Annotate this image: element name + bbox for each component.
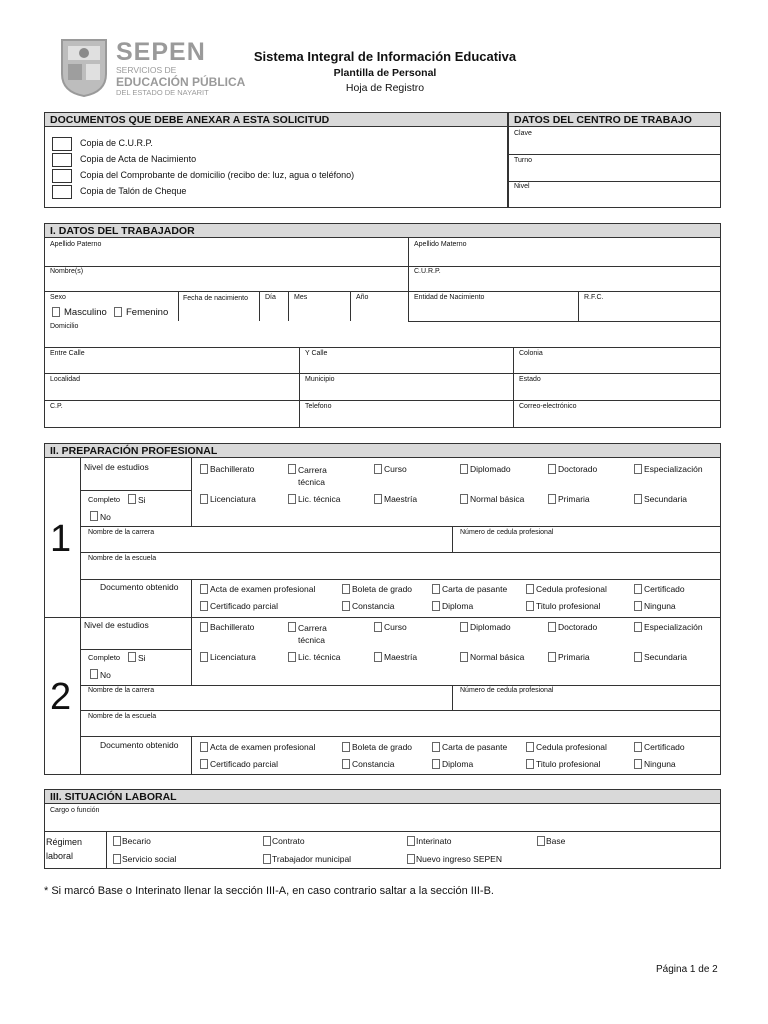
interinato-label: Interinato [416, 836, 452, 846]
documento-checkbox-1[interactable] [200, 601, 208, 611]
nivel-checkbox-1[interactable] [288, 464, 296, 474]
documentos-title: DOCUMENTOS QUE DEBE ANEXAR A ESTA SOLICITUD [50, 114, 330, 126]
nivel-checkbox-2[interactable] [634, 652, 642, 662]
nivel-checkbox-2[interactable] [288, 622, 296, 632]
completo-si-label: Si [138, 653, 146, 663]
nivel-checkbox-2[interactable] [460, 652, 468, 662]
brand-line2: EDUCACIÓN PÚBLICA [116, 74, 246, 89]
centro-title: DATOS DEL CENTRO DE TRABAJO [514, 114, 692, 126]
documento-checkbox-2[interactable] [200, 759, 208, 769]
documento-checkbox-2[interactable] [200, 742, 208, 752]
documento-option-1: Certificado [644, 584, 685, 594]
completo-label: Completo [88, 495, 121, 504]
nivel-checkbox-1[interactable] [200, 464, 208, 474]
localidad-label: Localidad [50, 376, 80, 383]
documento-checkbox-1[interactable] [342, 584, 350, 594]
cp-label: C.P. [50, 403, 63, 410]
nombre-escuela-label: Nombre de la escuela [88, 555, 157, 562]
brand-name: SEPEN [116, 38, 206, 66]
block-2-number: 2 [50, 676, 72, 718]
completo-no-checkbox[interactable] [90, 669, 98, 679]
documento-obtenido-label: Documento obtenido [100, 740, 179, 750]
nivel-option-2: Maestría [384, 652, 418, 662]
nivel-option-2: Normal básica [470, 652, 525, 662]
nivel-option-1: Primaria [558, 494, 590, 504]
anio-label: Año [356, 294, 369, 301]
nivel-checkbox-2[interactable] [288, 652, 296, 662]
nivel-option-2: Doctorado [558, 622, 598, 632]
nivel-option-1: Normal básica [470, 494, 525, 504]
femenino-checkbox[interactable] [114, 307, 122, 317]
completo-si-checkbox[interactable] [128, 652, 136, 662]
documento-option-2: Titulo profesional [536, 759, 601, 769]
documento-checkbox-1[interactable] [432, 601, 440, 611]
nivel-option-2: Secundaria [644, 652, 688, 662]
becario-label: Becario [122, 836, 151, 846]
nivel-option-1: Maestría [384, 494, 418, 504]
form-name: Hoja de Registro [345, 82, 425, 94]
nombre-carrera-label: Nombre de la carrera [88, 529, 155, 536]
laboral-title: III. SITUACIÓN LABORAL [50, 791, 177, 803]
completo-no-checkbox[interactable] [90, 511, 98, 521]
nivel-checkbox-2[interactable] [374, 622, 382, 632]
documento-checkbox-2[interactable] [432, 759, 440, 769]
nivel-checkbox-1[interactable] [374, 494, 382, 504]
masculino-checkbox[interactable] [52, 307, 60, 317]
documento-checkbox-2[interactable] [634, 759, 642, 769]
interinato-checkbox[interactable] [407, 836, 415, 846]
nombres-label: Nombre(s) [50, 268, 84, 275]
nivel-option-2: Curso [384, 622, 407, 632]
documento-option-1: Diploma [442, 601, 474, 611]
completo-si-checkbox[interactable] [128, 494, 136, 504]
doc-item: Copia de Acta de Nacimiento [80, 154, 197, 164]
domicilio-label: Domicilio [50, 323, 79, 330]
documento-option-1: Certificado parcial [210, 601, 279, 611]
documento-obtenido-label: Documento obtenido [100, 582, 179, 592]
documento-checkbox-2[interactable] [342, 742, 350, 752]
nivel-checkbox-2[interactable] [548, 622, 556, 632]
dia-label: Día [265, 294, 276, 301]
nivel-option-1: Curso [384, 464, 407, 474]
clave-label: Clave [514, 130, 532, 137]
contrato-checkbox[interactable] [263, 836, 271, 846]
documento-checkbox-1[interactable] [634, 601, 642, 611]
documento-option-1: Cedula profesional [536, 584, 607, 594]
regimen-label: Régimen laboral [46, 837, 83, 861]
correo-label: Correo-electrónico [519, 403, 577, 410]
nivel-option-2: Diplomado [470, 622, 511, 632]
doc-talon-checkbox[interactable] [52, 185, 72, 199]
documento-checkbox-1[interactable] [526, 601, 534, 611]
nivel-checkbox-1[interactable] [548, 494, 556, 504]
completo-label: Completo [88, 653, 121, 662]
documento-option-1: Boleta de grado [352, 584, 413, 594]
brand-line3: DEL ESTADO DE NAYARIT [116, 87, 209, 97]
documento-checkbox-2[interactable] [432, 742, 440, 752]
nombre-carrera-label: Nombre de la carrera [88, 687, 155, 694]
nivel-checkbox-1[interactable] [460, 464, 468, 474]
nuevo-ingreso-label: Nuevo ingreso SEPEN [416, 854, 502, 864]
nivel-option-1: Licenciatura [210, 494, 256, 504]
nivel-option-1: Diplomado [470, 464, 511, 474]
nivel-option-2: Bachillerato [210, 622, 255, 632]
doc-curp-checkbox[interactable] [52, 137, 72, 151]
nivel-option-2: Licenciatura [210, 652, 256, 662]
nivel-checkbox-1[interactable] [460, 494, 468, 504]
nivel-checkbox-1[interactable] [374, 464, 382, 474]
femenino-label: Femenino [126, 307, 169, 318]
completo-no-label: No [100, 512, 111, 522]
documento-option-1: Acta de examen profesional [210, 584, 316, 594]
base-checkbox[interactable] [537, 836, 545, 846]
nivel-checkbox-1[interactable] [634, 494, 642, 504]
nivel-checkbox-2[interactable] [460, 622, 468, 632]
nivel-checkbox-1[interactable] [634, 464, 642, 474]
documento-checkbox-1[interactable] [342, 601, 350, 611]
documento-option-2: Constancia [352, 759, 395, 769]
nivel-checkbox-2[interactable] [548, 652, 556, 662]
nivel-checkbox-1[interactable] [288, 494, 296, 504]
numero-cedula-label: Número de cedula profesional [460, 529, 554, 536]
becario-checkbox[interactable] [113, 836, 121, 846]
documento-option-1: Ninguna [644, 601, 676, 611]
page-number: Página 1 de 2 [656, 964, 718, 975]
colonia-label: Colonia [519, 350, 543, 357]
completo-si-label: Si [138, 495, 146, 505]
preparacion-title: II. PREPARACIÓN PROFESIONAL [50, 445, 218, 457]
doc-item: Copia de C.U.R.P. [80, 138, 153, 148]
nivel-option-2: Lic. técnica [298, 652, 341, 662]
rfc-label: R.F.C. [584, 294, 604, 301]
estado-label: Estado [519, 376, 541, 383]
nivel-option-2: Especialización [644, 622, 703, 632]
documento-option-2: Boleta de grado [352, 742, 413, 752]
doc-domicilio-checkbox[interactable] [52, 169, 72, 183]
documento-option-2: Certificado parcial [210, 759, 279, 769]
base-label: Base [546, 836, 566, 846]
trabajador-municipal-label: Trabajador municipal [272, 854, 352, 864]
nivel-estudios-label: Nivel de estudios [84, 462, 149, 472]
apellido-paterno-label: Apellido Paterno [50, 241, 102, 248]
servicio-social-label: Servicio social [122, 854, 177, 864]
doc-acta-checkbox[interactable] [52, 153, 72, 167]
doc-item: Copia del Comprobante de domicilio (recibo de: luz, agua o teléfono) [80, 170, 355, 180]
nivel-option-2: Carrera técnica [298, 623, 327, 645]
curp-label: C.U.R.P. [414, 268, 441, 275]
documento-option-2: Carta de pasante [442, 742, 508, 752]
y-calle-label: Y Calle [305, 350, 328, 357]
trabajador-title: I. DATOS DEL TRABAJADOR [50, 225, 195, 237]
trabajador-municipal-checkbox[interactable] [263, 854, 271, 864]
nivel-option-2: Primaria [558, 652, 590, 662]
form-subtitle: Plantilla de Personal [333, 67, 437, 79]
nivel-checkbox-1[interactable] [200, 494, 208, 504]
documento-checkbox-1[interactable] [200, 584, 208, 594]
masculino-label: Masculino [64, 307, 107, 318]
header [200, 49, 570, 94]
nuevo-ingreso-checkbox[interactable] [407, 854, 415, 864]
documento-checkbox-2[interactable] [342, 759, 350, 769]
documento-checkbox-1[interactable] [634, 584, 642, 594]
entidad-label: Entidad de Nacimiento [414, 294, 485, 301]
form-title: Sistema Integral de Información Educativa [253, 49, 517, 64]
documento-option-2: Certificado [644, 742, 685, 752]
nivel-checkbox-2[interactable] [200, 622, 208, 632]
municipio-label: Municipio [305, 376, 335, 383]
trabajador-section [44, 223, 721, 428]
nivel-option-1: Carrera técnica [298, 465, 327, 487]
instruction-note: * Si marcó Base o Interinato llenar la sección III-A, en caso contrario saltar a la sección III-B. [44, 885, 494, 897]
telefono-label: Telefono [305, 403, 332, 410]
nivel-estudios-label: Nivel de estudios [84, 620, 149, 630]
documento-option-1: Constancia [352, 601, 395, 611]
contrato-label: Contrato [272, 836, 305, 846]
doc-item: Copia de Talón de Cheque [80, 186, 187, 196]
turno-label: Turno [514, 157, 533, 164]
nayarit-seal-icon [58, 36, 110, 98]
nivel-checkbox-2[interactable] [200, 652, 208, 662]
documento-checkbox-2[interactable] [526, 759, 534, 769]
documento-checkbox-2[interactable] [526, 742, 534, 752]
documento-checkbox-2[interactable] [634, 742, 642, 752]
nivel-option-1: Lic. técnica [298, 494, 341, 504]
completo-no-label: No [100, 670, 111, 680]
brand-line1: SERVICIOS DE [116, 65, 177, 75]
entre-calle-label: Entre Calle [50, 350, 85, 357]
nivel-option-1: Doctorado [558, 464, 598, 474]
nivel-option-1: Bachillerato [210, 464, 255, 474]
numero-cedula-label: Número de cedula profesional [460, 687, 554, 694]
apellido-materno-label: Apellido Materno [414, 241, 467, 248]
sexo-label: Sexo [50, 294, 66, 301]
nivel-option-1: Secundaria [644, 494, 688, 504]
nivel-option-1: Especialización [644, 464, 703, 474]
documento-option-1: Carta de pasante [442, 584, 508, 594]
mes-label: Mes [294, 294, 308, 301]
documento-option-2: Cedula profesional [536, 742, 607, 752]
fecha-nac-label: Fecha de nacimiento [183, 295, 248, 302]
nivel-checkbox-1[interactable] [548, 464, 556, 474]
nivel-label: Nivel [514, 183, 530, 190]
documento-checkbox-1[interactable] [526, 584, 534, 594]
servicio-social-checkbox[interactable] [113, 854, 121, 864]
documento-checkbox-1[interactable] [432, 584, 440, 594]
nivel-checkbox-2[interactable] [374, 652, 382, 662]
documento-option-2: Diploma [442, 759, 474, 769]
nivel-checkbox-2[interactable] [634, 622, 642, 632]
nombre-escuela-label: Nombre de la escuela [88, 713, 157, 720]
documento-option-1: Titulo profesional [536, 601, 601, 611]
documento-option-2: Acta de examen profesional [210, 742, 316, 752]
documento-option-2: Ninguna [644, 759, 676, 769]
block-1-number: 1 [50, 518, 72, 560]
cargo-label: Cargo o función [50, 807, 100, 814]
